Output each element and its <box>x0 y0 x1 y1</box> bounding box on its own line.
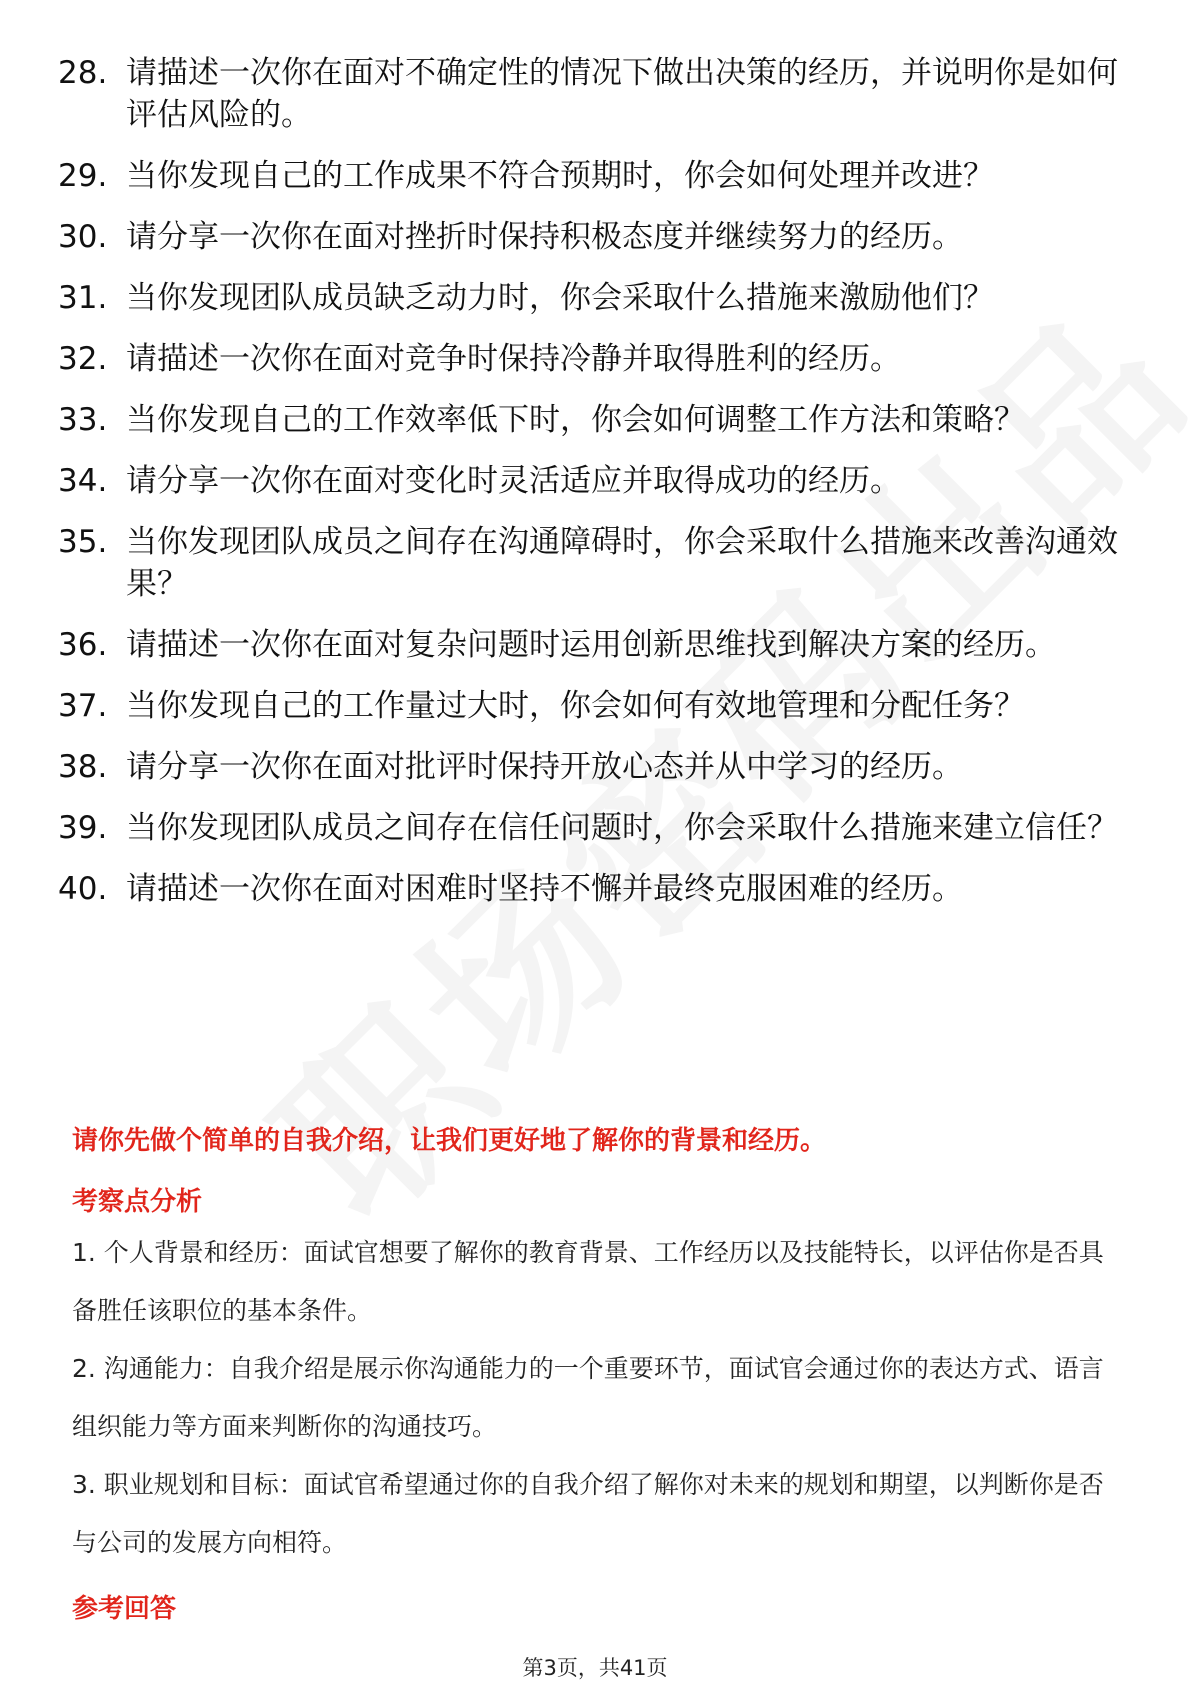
question-text: 当你发现团队成员之间存在沟通障碍时，你会采取什么措施来改善沟通效果？ <box>126 524 1118 602</box>
question-number: 35. <box>58 524 108 560</box>
question-number: 33. <box>58 402 108 438</box>
question-text: 请描述一次你在面对困难时坚持不懈并最终克服困难的经历。 <box>126 871 963 907</box>
question-item <box>58 338 1133 380</box>
analysis-item: 1. 个人背景和经历：面试官想要了解你的教育背景、工作经历以及技能特长，以评估你是否具备胜任该职位的基本条件。 <box>72 1238 1104 1325</box>
analysis-list <box>72 1224 1127 1572</box>
featured-question: 请你先做个简单的自我介绍，让我们更好地了解你的背景和经历。 <box>72 1126 827 1156</box>
question-text: 当你发现自己的工作效率低下时，你会如何调整工作方法和策略？ <box>126 402 1025 438</box>
question-number: 28. <box>58 55 108 91</box>
question-number: 32. <box>58 341 108 377</box>
question-item <box>58 277 1133 319</box>
question-item <box>58 624 1133 666</box>
question-number: 30. <box>58 219 108 255</box>
question-item <box>58 399 1133 441</box>
question-text: 请描述一次你在面对竞争时保持冷静并取得胜利的经历。 <box>126 341 901 377</box>
question-text: 当你发现自己的工作成果不符合预期时，你会如何处理并改进？ <box>126 158 994 194</box>
question-item <box>58 216 1133 258</box>
question-number: 36. <box>58 627 108 663</box>
question-text: 请分享一次你在面对变化时灵活适应并取得成功的经历。 <box>126 463 901 499</box>
question-number: 38. <box>58 749 108 785</box>
question-item <box>58 52 1133 136</box>
question-text: 请分享一次你在面对挫折时保持积极态度并继续努力的经历。 <box>126 219 963 255</box>
question-list <box>58 52 1133 929</box>
question-text: 当你发现团队成员之间存在信任问题时，你会采取什么措施来建立信任？ <box>126 810 1118 846</box>
reference-answer-heading: 参考回答 <box>72 1594 177 1624</box>
analysis-heading: 考察点分析 <box>72 1187 203 1217</box>
question-item <box>58 807 1133 849</box>
question-number: 37. <box>58 688 108 724</box>
question-item <box>58 460 1133 502</box>
question-number: 40. <box>58 871 108 907</box>
question-item <box>58 868 1133 910</box>
question-item <box>58 521 1133 605</box>
question-number: 29. <box>58 158 108 194</box>
question-number: 39. <box>58 810 108 846</box>
question-text: 请描述一次你在面对不确定性的情况下做出决策的经历，并说明你是如何评估风险的。 <box>126 55 1118 133</box>
analysis-item: 3. 职业规划和目标：面试官希望通过你的自我介绍了解你对未来的规划和期望，以判断你是否与公司的发展方向相符。 <box>72 1470 1104 1557</box>
question-number: 34. <box>58 463 108 499</box>
question-text: 请分享一次你在面对批评时保持开放心态并从中学习的经历。 <box>126 749 963 785</box>
page-footer: 第3页，共41页 <box>522 1656 668 1680</box>
question-item <box>58 155 1133 197</box>
question-item <box>58 685 1133 727</box>
question-number: 31. <box>58 280 108 316</box>
question-text: 当你发现自己的工作量过大时，你会如何有效地管理和分配任务？ <box>126 688 1025 724</box>
question-text: 当你发现团队成员缺乏动力时，你会采取什么措施来激励他们？ <box>126 280 994 316</box>
analysis-item: 2. 沟通能力：自我介绍是展示你沟通能力的一个重要环节，面试官会通过你的表达方式、语言组织能力等方面来判断你的沟通技巧。 <box>72 1354 1104 1441</box>
question-item <box>58 746 1133 788</box>
question-text: 请描述一次你在面对复杂问题时运用创新思维找到解决方案的经历。 <box>126 627 1056 663</box>
